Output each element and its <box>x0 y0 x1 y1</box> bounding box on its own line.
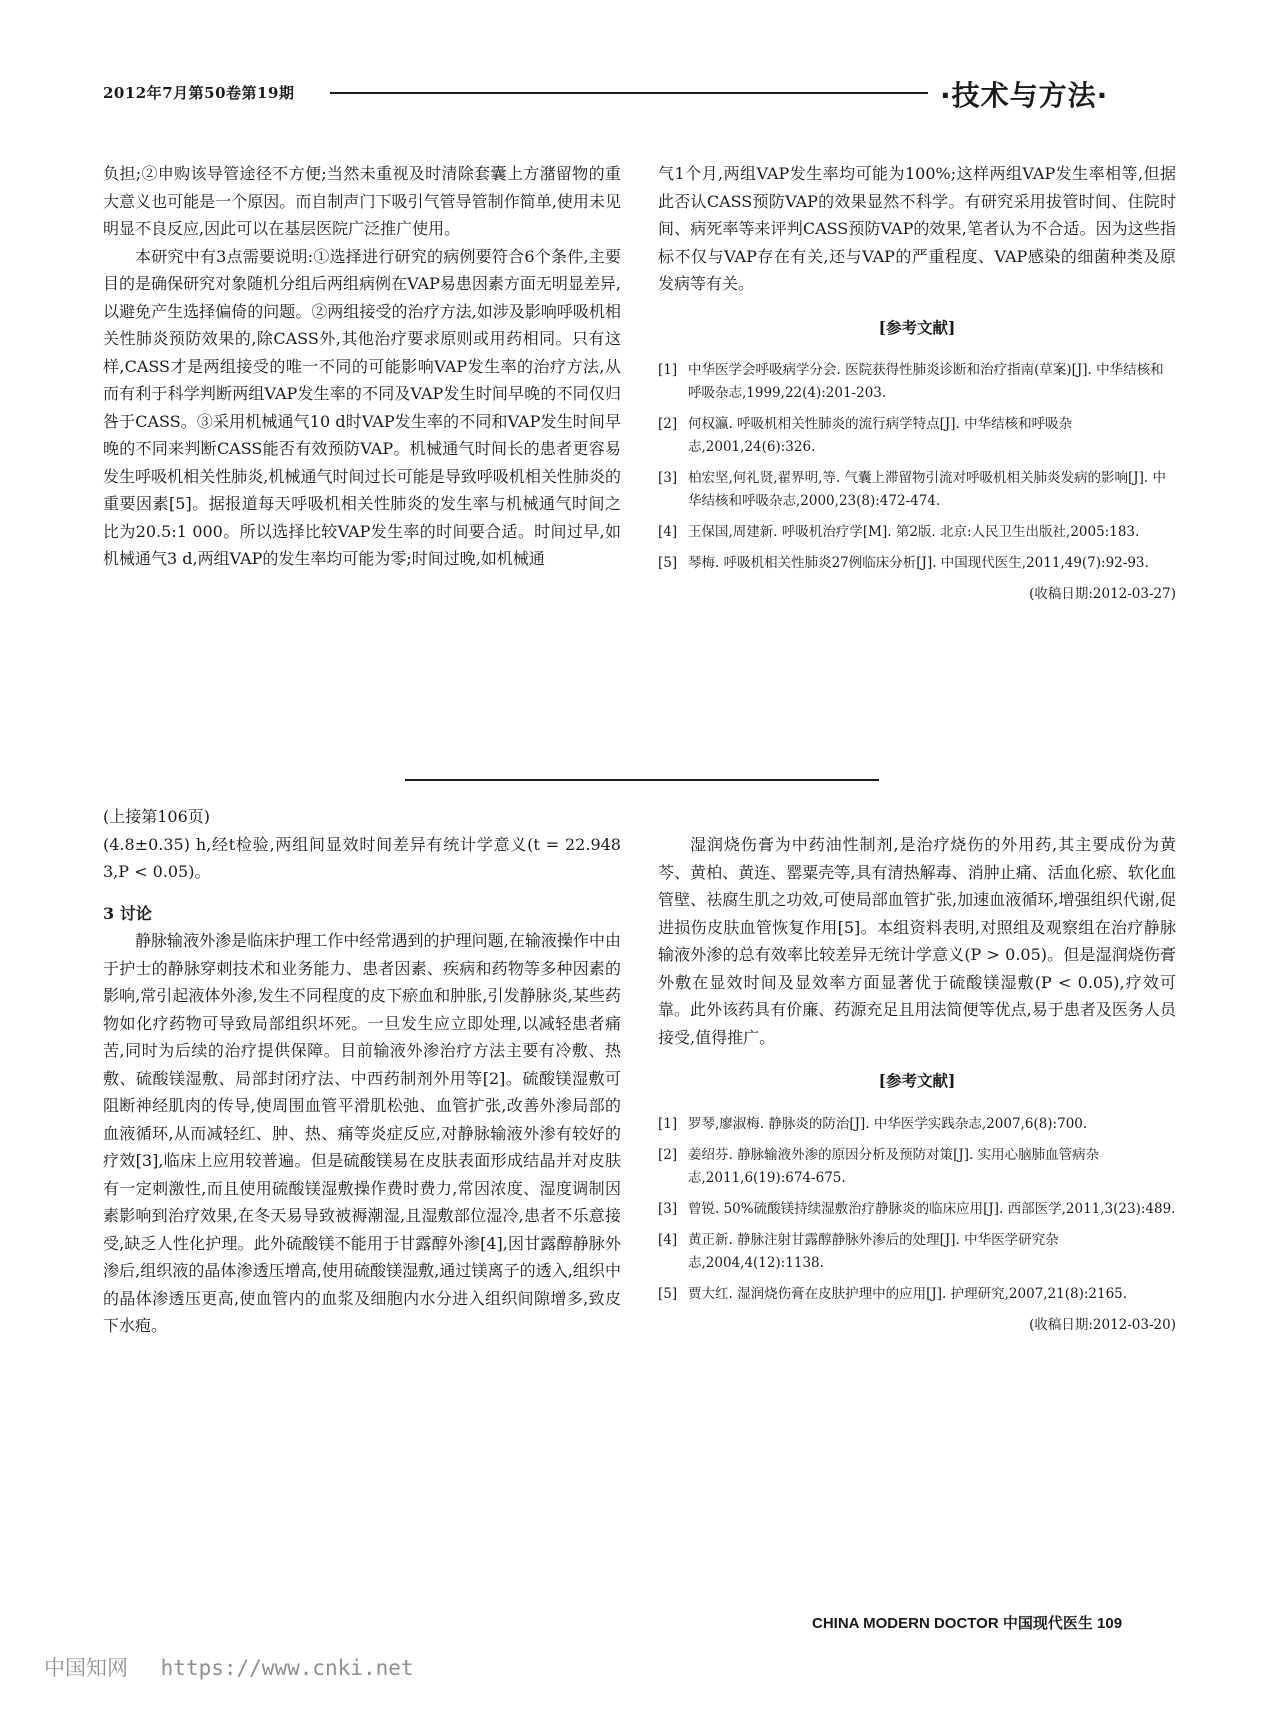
top-right-column <box>658 160 1176 606</box>
reference-number: [1] <box>658 1115 678 1132</box>
reference-number: [1] <box>658 362 678 378</box>
reference-text: 柏宏坚,何礼贤,翟界明,等. 气囊上滞留物引流对呼吸机相关肺炎发病的影响[J]. 中华结核和呼吸杂志,2000,23(8):472-474. <box>688 470 1166 509</box>
reference-text: 王保国,周建新. 呼吸机治疗学[M]. 第2版. 北京:人民卫生出版社,2005:183. <box>688 524 1140 540</box>
article-divider <box>405 779 879 781</box>
paragraph: 负担;②申购该导管途径不方便;当然未重视及时清除套囊上方潴留物的重大意义也可能是一个原因。而自制声门下吸引气管导管制作简单,使用未见明显不良反应,因此可以在基层医院广泛推广使用。 <box>103 164 621 238</box>
reference-item <box>658 521 1176 544</box>
section-title: 3 讨论 <box>103 903 152 923</box>
section-heading: ·技术与方法· <box>940 79 1109 112</box>
reference-item <box>658 1144 1176 1190</box>
reference-number: [5] <box>658 1285 678 1302</box>
references-list <box>658 359 1176 575</box>
bottom-right-column <box>658 831 1176 1337</box>
watermark-logo-text: 中国知网 <box>44 1656 128 1680</box>
reference-item <box>658 413 1176 459</box>
paragraph: 气1个月,两组VAP发生率均可能为100%;这样两组VAP发生率相等,但据此否认CASS预防VAP的效果显然不科学。有研究采用拔管时间、住院时间、病死率等来评判CASS预防VAP的效果,笔者认为不合适。因为这些指标不仅与VAP存在有关,还与VAP的严重程度、VAP感染的细菌种类及原发病等有关。 <box>658 164 1176 293</box>
reference-item <box>658 1229 1176 1275</box>
paragraph: (4.8±0.35) h,经t检验,两组间显效时间差异有统计学意义(t = 22.948 3,P < 0.05)。 <box>103 834 621 881</box>
reference-number: [5] <box>658 555 678 571</box>
reference-text: 罗琴,廖淑梅. 静脉炎的防治[J]. 中华医学实践杂志,2007,6(8):700. <box>688 1115 1088 1132</box>
journal-name-en: CHINA MODERN DOCTOR <box>812 1615 999 1632</box>
reference-text: 中华医学会呼吸病学分会. 医院获得性肺炎诊断和治疗指南(草案)[J]. 中华结核和呼吸杂志,1999,22(4):201-203. <box>688 362 1164 401</box>
references-list <box>658 1113 1176 1306</box>
reference-number: [3] <box>658 1200 678 1217</box>
reference-item <box>658 359 1176 405</box>
reference-number: [2] <box>658 416 678 432</box>
page-number: 109 <box>1097 1615 1123 1632</box>
reference-number: [3] <box>658 470 678 486</box>
bottom-left-column <box>103 803 621 1340</box>
reference-number: [4] <box>658 1231 678 1248</box>
reference-item <box>658 552 1176 575</box>
reference-text: 贾大红. 湿润烧伤膏在皮肤护理中的应用[J]. 护理研究,2007,21(8):2165. <box>688 1285 1128 1302</box>
received-date: (收稿日期:2012-03-20) <box>1029 1316 1176 1333</box>
reference-text: 姜绍芬. 静脉输液外渗的原因分析及预防对策[J]. 实用心脑肺血管病杂志,2011,6(19):674-675. <box>688 1146 1100 1186</box>
references-heading: [参考文献] <box>878 317 956 337</box>
reference-text: 何权瀛. 呼吸机相关性肺炎的流行病学特点[J]. 中华结核和呼吸杂志,2001,24(6):326. <box>688 416 1073 455</box>
reference-text: 琴梅. 呼吸机相关性肺炎27例临床分析[J]. 中国现代医生,2011,49(7):92-93. <box>688 555 1149 571</box>
reference-item <box>658 1198 1176 1221</box>
journal-issue: 2012年7月第50卷第19期 <box>103 84 295 102</box>
cnki-watermark <box>44 1652 414 1682</box>
paragraph: 本研究中有3点需要说明:①选择进行研究的病例要符合6个条件,主要目的是确保研究对象随机分组后两组病例在VAP易患因素方面无明显差异,以避免产生选择偏倚的问题。②两组接受的治疗方法,如涉及影响呼吸机相关性肺炎预防效果的,除CASS外,其他治疗要求原则或用药相同。只有这样,CASS才是两组接受的唯一不同的可能影响VAP发生率的治疗方法,从而有利于科学判断两组VAP发生率的不同及VAP发生时间早晚的不同仅归咎于CASS。③采用机械通气10 d时VAP发生率的不同和VAP发生时间早晚的不同来判断CASS能否有效预防VAP。机械通气时间长的患者更容易发生呼吸机相关性肺炎,机械通气时间过长可能是导致呼吸机相关性肺炎的重要因素[5]。据报道每天呼吸机相关性肺炎的发生率与机械通气时间之比为20.5:1 000。所以选择比较VAP发生率的时间要合适。时间过早,如机械通气3 d,两组VAP的发生率均可能为零;时间过晚,如机械通 <box>103 246 621 568</box>
reference-number: [2] <box>658 1146 678 1163</box>
reference-text: 曾锐. 50%硫酸镁持续湿敷治疗静脉炎的临床应用[J]. 西部医学,2011,3(23):489. <box>688 1200 1176 1217</box>
reference-text: 黄正新. 静脉注射甘露醇静脉外渗后的处理[J]. 中华医学研究杂志,2004,4(12):1138. <box>688 1231 1059 1271</box>
header-rule <box>330 92 928 94</box>
reference-number: [4] <box>658 524 678 540</box>
paragraph: 湿润烧伤膏为中药油性制剂,是治疗烧伤的外用药,其主要成份为黄芩、黄柏、黄连、罂粟壳等,具有清热解毒、消肿止痛、活血化瘀、软化血管壁、祛腐生肌之功效,可使局部血管扩张,加速血液循环,增强组织代谢,促进损伤皮肤血管恢复作用[5]。本组资料表明,对照组及观察组在治疗静脉输液外渗的总有效率比较差异无统计学意义(P > 0.05)。但是湿润烧伤膏外敷在显效时间及显效率方面显著优于硫酸镁湿敷(P < 0.05),疗效可靠。此外该药具有价廉、药源充足且用法简便等优点,易于患者及医务人员接受,值得推广。 <box>658 835 1176 1047</box>
reference-item <box>658 1113 1176 1136</box>
received-date: (收稿日期:2012-03-27) <box>1029 586 1176 602</box>
page-footer <box>812 1612 1122 1633</box>
paragraph: 静脉输液外渗是临床护理工作中经常遇到的护理问题,在输液操作中由于护士的静脉穿刺技术和业务能力、患者因素、疾病和药物等多种因素的影响,常引起液体外渗,发生不同程度的皮下瘀血和肿胀,引发静脉炎,某些药物如化疗药物可导致局部组织坏死。一旦发生应立即处理,以减轻患者痛苦,同时为后续的治疗提供保障。目前输液外渗治疗方法主要有冷敷、热敷、硫酸镁湿敷、局部封闭疗法、中西药制剂外用等[2]。硫酸镁湿敷可阻断神经肌肉的传导,使周围血管平滑肌松弛、血管扩张,改善外渗局部的血液循环,从而减轻红、肿、热、痛等炎症反应,对静脉输液外渗有较好的疗效[3],临床上应用较普遍。但是硫酸镁易在皮肤表面形成结晶并对皮肤有一定刺激性,而且使用硫酸镁湿敷操作费时费力,常因浓度、湿度调制因素影响到治疗效果,在冬天易导致被褥潮湿,且湿敷部位湿冷,患者不乐意接受,缺乏人性化护理。此外硫酸镁不能用于甘露醇外渗[4],因甘露醇静脉外渗后,组织液的晶体渗透压增高,使用硫酸镁湿敷,通过镁离子的透入,组织中的晶体渗透压更高,使血管内的血浆及细胞内水分进入组织间隙增多,致皮下水疱。 <box>103 931 621 1335</box>
reference-item <box>658 1283 1176 1306</box>
journal-name-cn: 中国现代医生 <box>1002 1614 1093 1632</box>
watermark-url: https://www.cnki.net <box>160 1656 414 1680</box>
references-heading: [参考文献] <box>878 1071 956 1090</box>
continued-from-note: (上接第106页) <box>103 807 211 826</box>
reference-item <box>658 467 1176 513</box>
top-left-column <box>103 160 621 573</box>
